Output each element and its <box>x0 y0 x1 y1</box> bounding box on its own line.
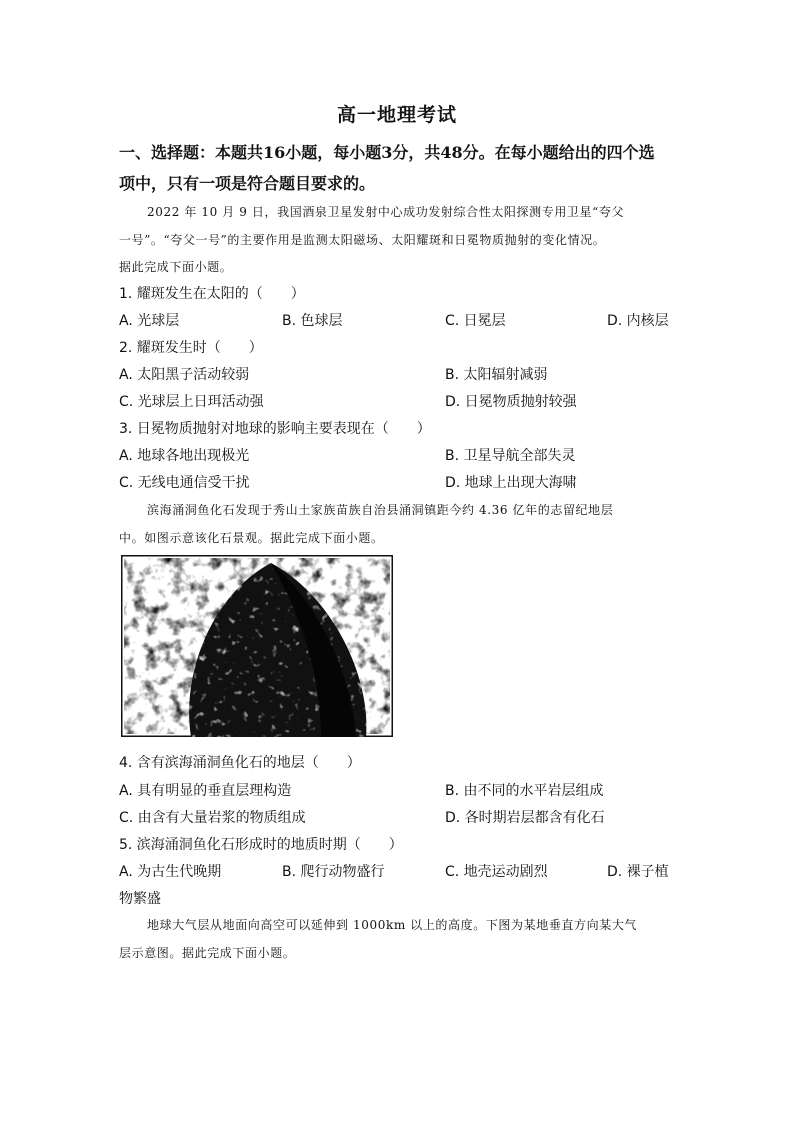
question-5-option-a: A. 为古生代晚期 <box>119 864 222 880</box>
question-2-option-d: D. 日冕物质抛射较强 <box>445 394 577 410</box>
page-title: 高一地理考试 <box>336 104 457 126</box>
intro-paragraph-1-line-1: 2022 年 10 月 9 日，我国酒泉卫星发射中心成功发射综合性太阳探测专用卫星“夸父 <box>147 205 625 219</box>
question-5-option-c: C. 地壳运动剧烈 <box>445 864 548 880</box>
question-2-option-c: C. 光球层上日珥活动强 <box>119 394 264 410</box>
question-2-option-a: A. 太阳黑子活动较弱 <box>119 367 250 383</box>
question-2-option-b: B. 太阳辐射减弱 <box>445 367 548 383</box>
fossil-photo-icon <box>121 555 393 737</box>
question-5-option-d: D. 裸子植 <box>607 864 669 880</box>
intro-paragraph-2-line-2: 中。如图示意该化石景观。据此完成下面小题。 <box>119 531 384 545</box>
intro-paragraph-3-line-1: 地球大气层从地面向高空可以延伸到 1000km 以上的高度。下图为某地垂直方向某大气 <box>147 918 638 932</box>
question-4-stem: 4. 含有滨海涌洞鱼化石的地层（ ） <box>119 755 361 771</box>
section-heading-line-1: 一、选择题：本题共16小题，每小题3分，共48分。在每小题给出的四个选 <box>119 143 655 162</box>
intro-paragraph-1-line-2: 一号”。“夸父一号”的主要作用是监测太阳磁场、太阳耀斑和日冕物质抛射的变化情况。 <box>119 233 606 247</box>
question-3-stem: 3. 日冕物质抛射对地球的影响主要表现在（ ） <box>119 421 431 437</box>
question-1-option-d: D. 内核层 <box>607 313 669 329</box>
question-4-option-c: C. 由含有大量岩浆的物质组成 <box>119 810 306 826</box>
question-5-stem: 5. 滨海涌洞鱼化石形成时的地质时期（ ） <box>119 837 403 853</box>
intro-paragraph-3-line-2: 层示意图。据此完成下面小题。 <box>119 946 296 960</box>
question-4-option-b: B. 由不同的水平岩层组成 <box>445 783 604 799</box>
intro-paragraph-2-line-1: 滨海涌洞鱼化石发现于秀山土家族苗族自治县涌洞镇距今约 4.36 亿年的志留纪地层 <box>147 503 614 517</box>
question-1-option-b: B. 色球层 <box>282 313 343 329</box>
question-1-option-c: C. 日冕层 <box>445 313 506 329</box>
question-3-option-d: D. 地球上出现大海啸 <box>445 475 577 491</box>
question-2-stem: 2. 耀斑发生时（ ） <box>119 340 263 356</box>
intro-paragraph-1-line-3: 据此完成下面小题。 <box>119 260 233 274</box>
question-3-option-a: A. 地球各地出现极光 <box>119 448 250 464</box>
question-5-option-b: B. 爬行动物盛行 <box>282 864 385 880</box>
question-3-option-b: B. 卫星导航全部失灵 <box>445 448 576 464</box>
question-4-option-a: A. 具有明显的垂直层理构造 <box>119 783 292 799</box>
question-4-option-d: D. 各时期岩层都含有化石 <box>445 810 605 826</box>
question-3-option-c: C. 无线电通信受干扰 <box>119 475 250 491</box>
question-1-stem: 1. 耀斑发生在太阳的（ ） <box>119 286 305 302</box>
question-1-option-a: A. 光球层 <box>119 313 180 329</box>
section-heading-line-2: 项中，只有一项是符合题目要求的。 <box>119 174 376 193</box>
question-5-option-d-continued: 物繁盛 <box>119 891 161 907</box>
